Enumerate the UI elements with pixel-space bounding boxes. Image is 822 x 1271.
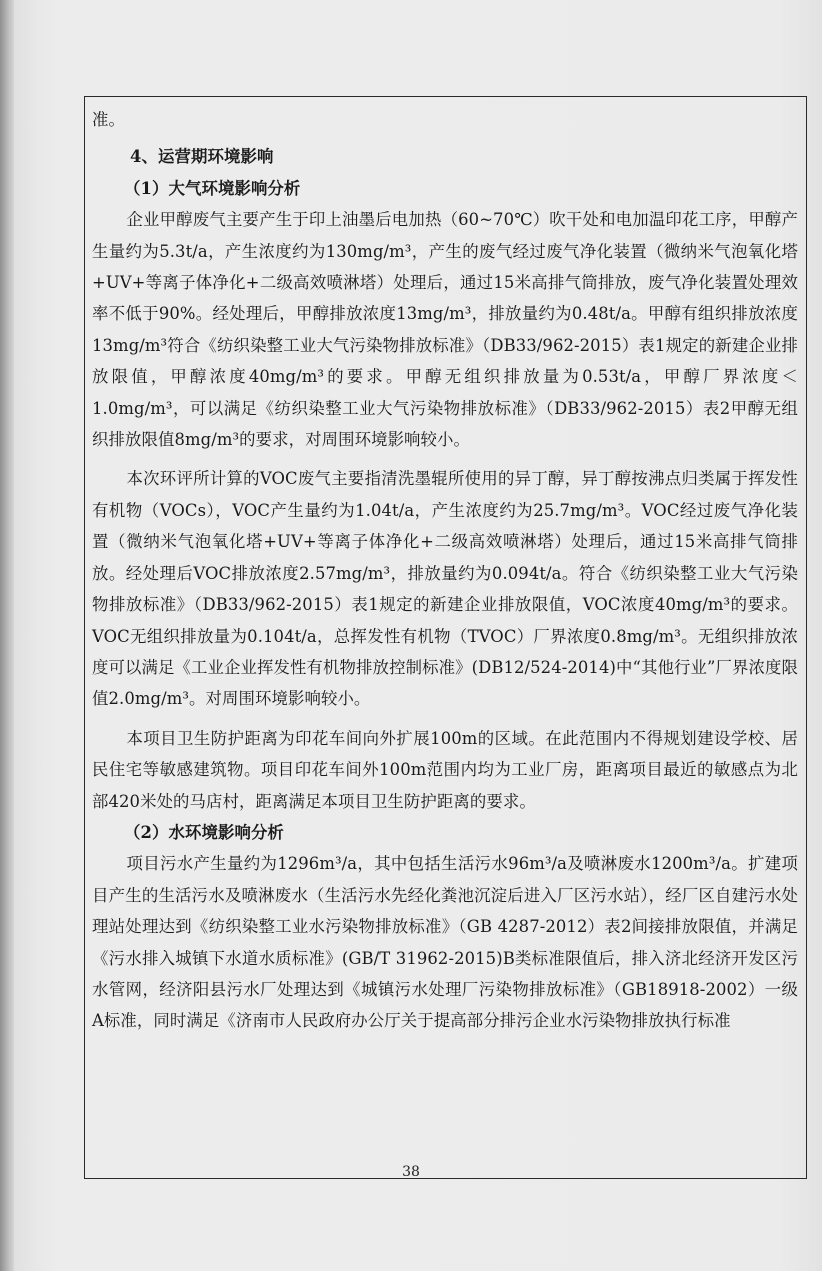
subsection-heading-water: （2）水环境影响分析 <box>124 822 284 842</box>
paragraph-protection-distance: 本项目卫生防护距离为印花车间向外扩展100m的区域。在此范围内不得规划建设学校、居民住宅等敏感建筑物。项目印花车间外100m范围内均为工业厂房，距离项目最近的敏感点为北部420米处的马店村，距离满足本项目卫生防护距离的要求。 <box>92 728 798 811</box>
paragraph-methanol: 企业甲醇废气主要产生于印上油墨后电加热（60~70℃）吹干处和电加温印花工序，甲醇产生量约为5.3t/a，产生浓度约为130mg/m³，产生的废气经过废气净化装置（微纳米气泡氧化塔+UV+等离子体净化+二级高效喷淋塔）处理后，通过15米高排气筒排放，废气净化装置处理效率不低于90%。经处理后，甲醇排放浓度13mg/m³，排放量约为0.48t/a。甲醇有组织排放浓度13mg/m³符合《纺织染整工业大气污染物排放标准》（DB33/962-2015）表1规定的新建企业排放限值，甲醇浓度40mg/m³的要求。甲醇无组织排放量为0.53t/a，甲醇厂界浓度＜1.0mg/m³，可以满足《纺织染整工业大气污染物排放标准》（DB33/962-2015）表2甲醇无组织排放限值8mg/m³的要求，对周围环境影响较小。 <box>92 210 798 450</box>
page-number: 38 <box>402 1164 420 1180</box>
binding-shadow <box>0 0 14 1271</box>
section-heading: 4、运营期环境影响 <box>130 147 274 167</box>
paragraph-voc: 本次环评所计算的VOC废气主要指清洗墨辊所使用的异丁醇，异丁醇按沸点归类属于挥发性有机物（VOCs），VOC产生量约为1.04t/a，产生浓度约为25.7mg/m³。VOC经过废气净化装置（微纳米气泡氧化塔+UV+等离子体净化+二级高效喷淋塔）处理后，通过15米高排气筒排放。经处理后VOC排放浓度2.57mg/m³，排放量约为0.094t/a。符合《纺织染整工业大气污染物排放标准》（DB33/962-2015）表1规定的新建企业排放限值，VOC浓度40mg/m³的要求。VOC无组织排放量为0.104t/a，总挥发性有机物（TVOC）厂界浓度0.8mg/m³。无组织排放浓度可以满足《工业企业挥发性有机物排放控制标准》(DB12/524-2014)中“其他行业”厂界浓度限值2.0mg/m³。对周围环境影响较小。 <box>92 469 798 709</box>
document-body <box>92 104 798 1037</box>
subsection-heading-air: （1）大气环境影响分析 <box>124 178 301 198</box>
paragraph-wastewater: 项目污水产生量约为1296m³/a，其中包括生活污水96m³/a及喷淋废水1200m³/a。扩建项目产生的生活污水及喷淋废水（生活污水先经化粪池沉淀后进入厂区污水站），经厂区自建污水处理站处理达到《纺织染整工业水污染物排放标准》（GB 4287-2012）表2间接排放限值，并满足《污水排入城镇下水道水质标准》(GB/T 31962-2015)B类标准限值后，排入济北经济开发区污水管网，经济阳县污水厂处理达到《城镇污水处理厂污染物排放标准》（GB18918-2002）一级A标准，同时满足《济南市人民政府办公厅关于提高部分排污企业水污染物排放执行标准 <box>92 854 798 1031</box>
continuation-line: 准。 <box>92 110 125 129</box>
